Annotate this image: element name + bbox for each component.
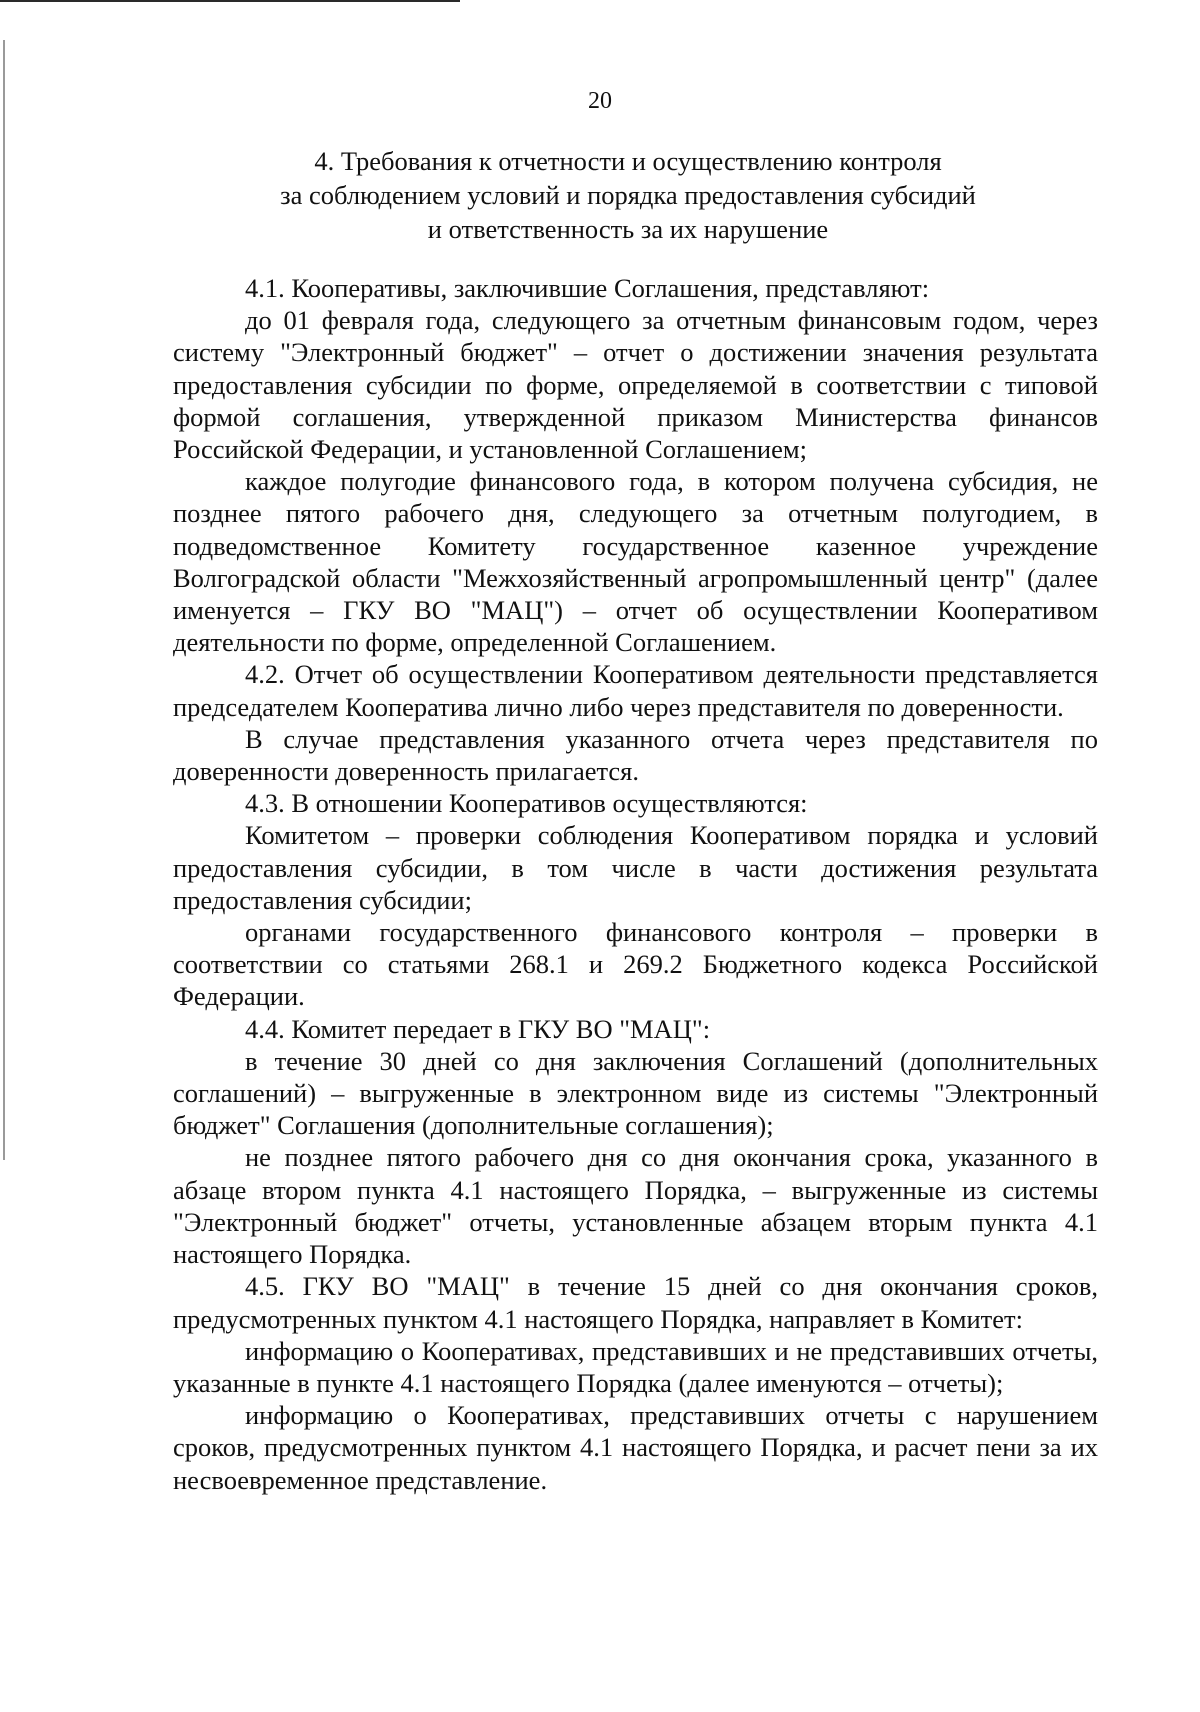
heading-line: и ответственность за их нарушение	[427, 214, 829, 244]
paragraph-4-4-agreements: в течение 30 дней со дня заключения Соглашений (дополнительных соглашений) – выгруженные в электронном виде из системы "Электронный бюджет" Соглашения (дополнительные соглашения);	[173, 1045, 1098, 1141]
paragraph-4-5-intro: 4.5. ГКУ ВО "МАЦ" в течение 15 дней со дня окончания сроков, предусмотренных пунктом 4.1 настоящего Порядка, направляет в Комитет:	[173, 1271, 1098, 1334]
paragraph-4-5-late-info: информацию о Кооперативах, представивших отчеты с нарушением сроков, предусмотренных пунктом 4.1 настоящего Порядка, и расчет пени за их несвоевременное представление.	[173, 1400, 1098, 1495]
scan-edge-top	[0, 0, 460, 2]
document-body	[173, 272, 1098, 1496]
paragraph-4-1-intro: 4.1. Кооперативы, заключившие Соглашения, представляют:	[245, 273, 930, 303]
paragraph-4-3-intro: 4.3. В отношении Кооперативов осуществляются:	[245, 788, 808, 819]
section-heading	[170, 144, 1086, 246]
page-number: 20	[588, 88, 612, 114]
paragraph-4-4-intro: 4.4. Комитет передает в ГКУ ВО "МАЦ":	[245, 1013, 711, 1044]
heading-line: 4. Требования к отчетности и осуществлению контроля	[314, 146, 942, 176]
paragraph-4-2: 4.2. Отчет об осуществлении Кооперативом деятельности представляется председателем Кооператива лично либо через представителя по доверенности.	[173, 659, 1098, 722]
paragraph-4-5-submitted-info: информацию о Кооперативах, представивших и не представивших отчеты, указанные в пункте 4.1 настоящего Порядка (далее именуются – отчеты);	[173, 1335, 1098, 1398]
heading-line: за соблюдением условий и порядка предоставления субсидий	[280, 180, 976, 210]
paragraph-4-2-proxy: В случае представления указанного отчета через представителя по доверенности доверенность прилагается.	[173, 723, 1098, 787]
paragraph-4-4-reports: не позднее пятого рабочего дня со дня окончания срока, указанного в абзаце втором пункта 4.1 настоящего Порядка, – выгруженные из системы "Электронный бюджет" отчеты, установленные абзацем вторым пункта 4.1 настоящего Порядка.	[173, 1142, 1098, 1270]
paragraph-4-1-annual-report: до 01 февраля года, следующего за отчетным финансовым годом, через систему "Электронный бюджет" – отчет о достижении значения результата предоставления субсидии по форме, определяемой в соответствии с типовой формой соглашения, утвержденной приказом Министерства финансов Российской Федерации, и установленной Соглашением;	[173, 305, 1098, 465]
paragraph-4-3-committee-checks: Комитетом – проверки соблюдения Кооперативом порядка и условий предоставления субсидии, в том числе в части достижения результата предоставления субсидии;	[173, 820, 1098, 915]
paragraph-4-1-semiannual-report: каждое полугодие финансового года, в котором получена субсидия, не позднее пятого рабочего дня, следующего за отчетным полугодием, в подведомственное Комитету государственное казенное учреждение Волгоградской области "Межхозяйственный агропромышленный центр" (далее именуется – ГКУ ВО "МАЦ") – отчет об осуществлении Кооперативом деятельности по форме, определенной Соглашением.	[173, 466, 1098, 658]
paragraph-4-3-financial-control: органами государственного финансового контроля – проверки в соответствии со статьями 268.1 и 269.2 Бюджетного кодекса Российской Федерации.	[173, 917, 1098, 1012]
scan-edge-left	[3, 40, 5, 1160]
